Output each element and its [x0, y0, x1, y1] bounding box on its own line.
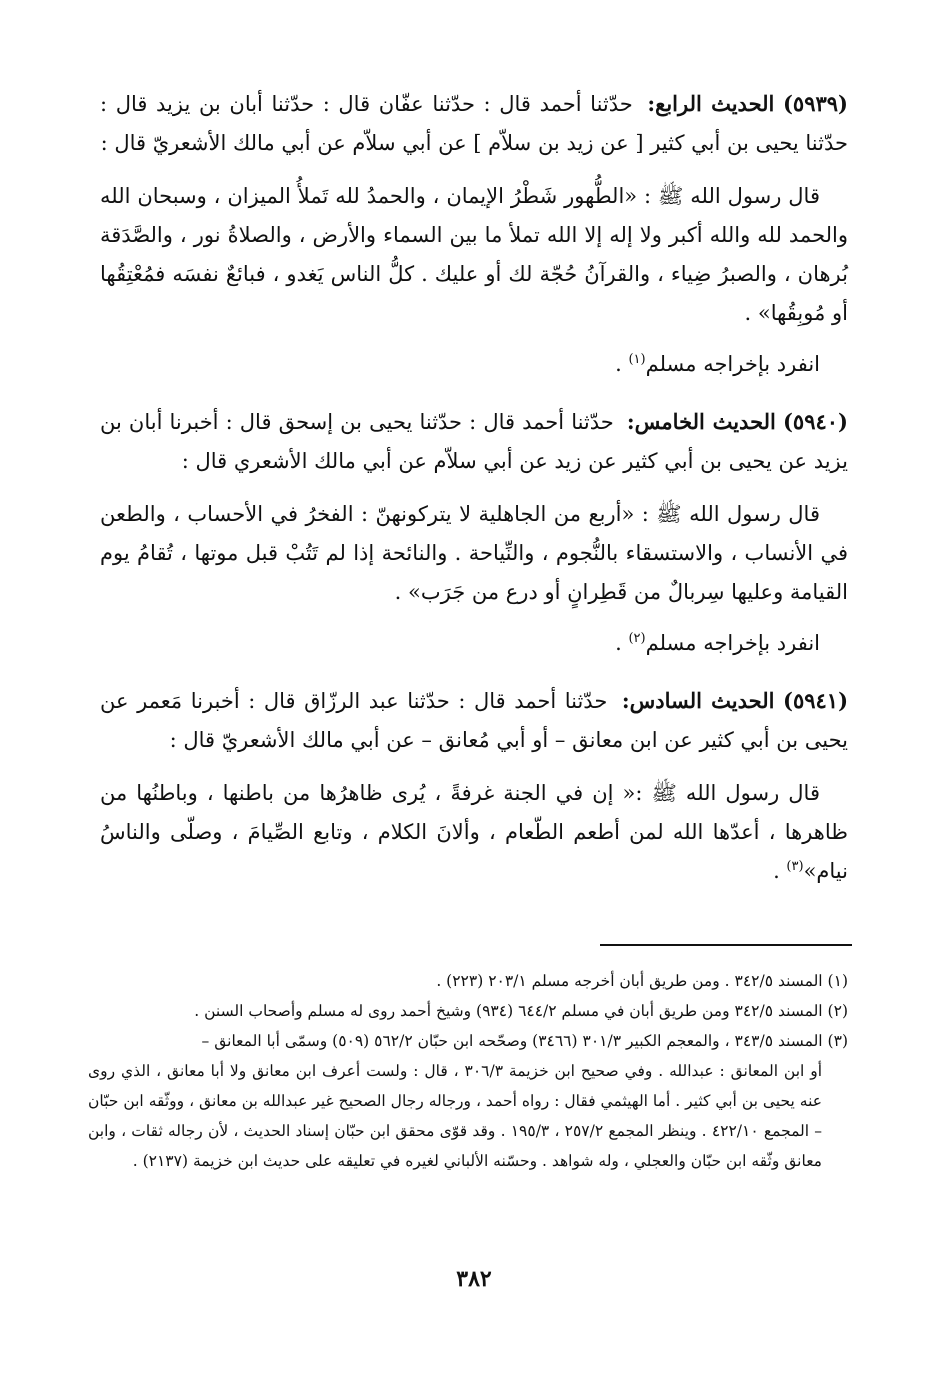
footnote-marker: (١): [827, 972, 848, 990]
footnote-text: المسند ٣٤٣/٥ ، والمعجم الكبير ٣٠١/٣ (٣٤٦٦) وصحّحه ابن حبّان ٥٦٢/٢ (٥٠٩) وسمّى أبا المعانق –: [201, 1032, 823, 1050]
hadith-5940-header: [100, 402, 848, 481]
matn-text: قال رسول الله ﷺ :« إن في الجنة غرفةً ، يُرى ظاهرُها من باطنها ، وباطنُها من ظاهرها ، أعدّها الله لمن أطعم الطّعام ، وألانَ الكلام ، وتابع الصِّيامَ ، وصلّى والناسُ نيام»: [100, 781, 848, 883]
page-number: ٣٨٢: [456, 1266, 492, 1292]
conclusion-text: انفرد بإخراجه مسلم: [645, 631, 820, 655]
hadith-title: الحديث الخامس:: [626, 409, 776, 434]
footnote-text: المسند ٣٤٢/٥ . ومن طريق أبان أخرجه مسلم ٢٠٣/١ (٢٢٣) .: [436, 972, 823, 990]
footnote-ref-1: (١): [628, 352, 646, 367]
footnote-3-continuation: أو ابن المعانق : عبدالله . وفي صحيح ابن خزيمة ٣٠٦/٣ ، قال : ولست أعرف ابن معانق ولا أبا معانق ، الذي روى عنه يحيى بن أبي كثير . أما الهيثمي فقال : رواه أحمد ، ورجاله رجال الصحيح غير عبدالله بن معانق ، ووثّقه ابن حبّان – المجمع ٤٢٢/١٠ . وينظر المجمع ٢٥٧/٢ ، ١٩٥/٣ . وقد قوّى محقق ابن حبّان إسناد الحديث ، لأن رجاله ثقات ، وابن معانق وثّقه ابن حبّان والعجلي ، وله شواهد . وحسّنه الألباني لغيره في تعليقه على حديث ابن خزيمة (٢١٣٧) .: [88, 1062, 823, 1170]
footnote-ref-3: (٣): [786, 859, 804, 874]
hadith-isnad: حدّثنا أحمد قال : حدّثنا يحيى بن إسحق قال : أخبرنا أبان بن يزيد عن يحيى بن أبي كثير عن زيد عن أبي سلاّم عن أبي مالك الأشعري قال :: [100, 410, 848, 473]
footnote-1: [88, 966, 848, 996]
hadith-5939-header: [100, 84, 848, 163]
footnote-marker: (٣): [827, 1032, 848, 1050]
hadith-5940-conclusion: انفرد بإخراجه مسلم$^{(٢)}$ .: [615, 631, 820, 655]
hadith-5940-matn: قال رسول الله ﷺ : «أربع من الجاهلية لا يتركونهنّ : الفخرُ في الأحساب ، والطعن في الأنساب ، والاستسقاء بالنُّجوم ، والنِّياحة . والنائحة إذا لم تَتُبْ قبل موتها ، تُقامُ يوم القيامة وعليها سِربالٌ من قَطِرانٍ أو درع من جَرَب» .: [100, 502, 848, 604]
conclusion-text: انفرد بإخراجه مسلم: [645, 352, 820, 376]
main-text: [100, 84, 848, 903]
hadith-number: (٥٩٤٠): [782, 409, 848, 434]
hadith-title: الحديث الرابع:: [647, 91, 775, 116]
hadith-title: الحديث السادس:: [621, 688, 775, 713]
footnote-3: [88, 1026, 848, 1056]
hadith-isnad: حدّثنا أحمد قال : حدّثنا عفّان قال : حدّثنا أبان بن يزيد قال : حدّثنا يحيى بن أبي كثير [ عن زيد بن سلاّم ] عن أبي سلاّم عن أبي مالك الأشعريّ قال :: [100, 92, 848, 155]
hadith-5941-matn: قال رسول الله ﷺ :« إن في الجنة غرفةً ، يُرى ظاهرُها من باطنها ، وباطنُها من ظاهرها ، أعدّها الله لمن أطعم الطّعام ، وألانَ الكلام ، وتابع الصِّيامَ ، وصلّى والناسُ نيام»$^{(٣)}$ .: [100, 781, 848, 883]
footnote-text: المسند ٣٤٢/٥ ومن طريق أبان في مسلم ٦٤٤/٢ (٩٣٤) وشيخ أحمد روى له مسلم وأصحاب السنن .: [194, 1002, 823, 1020]
hadith-5939-conclusion: انفرد بإخراجه مسلم$^{(١)}$ .: [615, 352, 820, 376]
hadith-5941-header: [100, 681, 848, 760]
footnote-divider: [600, 944, 852, 946]
hadith-5939-matn: قال رسول الله ﷺ : «الطُّهور شَطْرُ الإيمان ، والحمدُ لله تَملأُ الميزان ، وسبحان الله والحمد لله والله أكبر ولا إله إلا الله تملأ ما بين السماء والأرض ، والصلاةُ نور ، والصَّدَقة بُرهان ، والصبرُ ضِياء ، والقرآنُ حُجّة لك أو عليك . كلُّ الناس يَغدو ، فبائعٌ نفسَه فمُعْتِقُها أو مُوبِقُها» .: [100, 184, 848, 325]
footnote-2: [88, 996, 848, 1026]
footnote-ref-2: (٢): [628, 631, 646, 646]
footnote-marker: (٢): [827, 1002, 848, 1020]
hadith-isnad: حدّثنا أحمد قال : حدّثنا عبد الرزّاق قال : أخبرنا مَعمر عن يحيى بن أبي كثير عن ابن معانق – أو أبي مُعانق – عن أبي مالك الأشعريّ قال :: [100, 689, 848, 752]
hadith-number: (٥٩٣٩): [782, 91, 848, 116]
footnotes: [88, 966, 848, 1176]
hadith-number: (٥٩٤١): [783, 688, 849, 713]
